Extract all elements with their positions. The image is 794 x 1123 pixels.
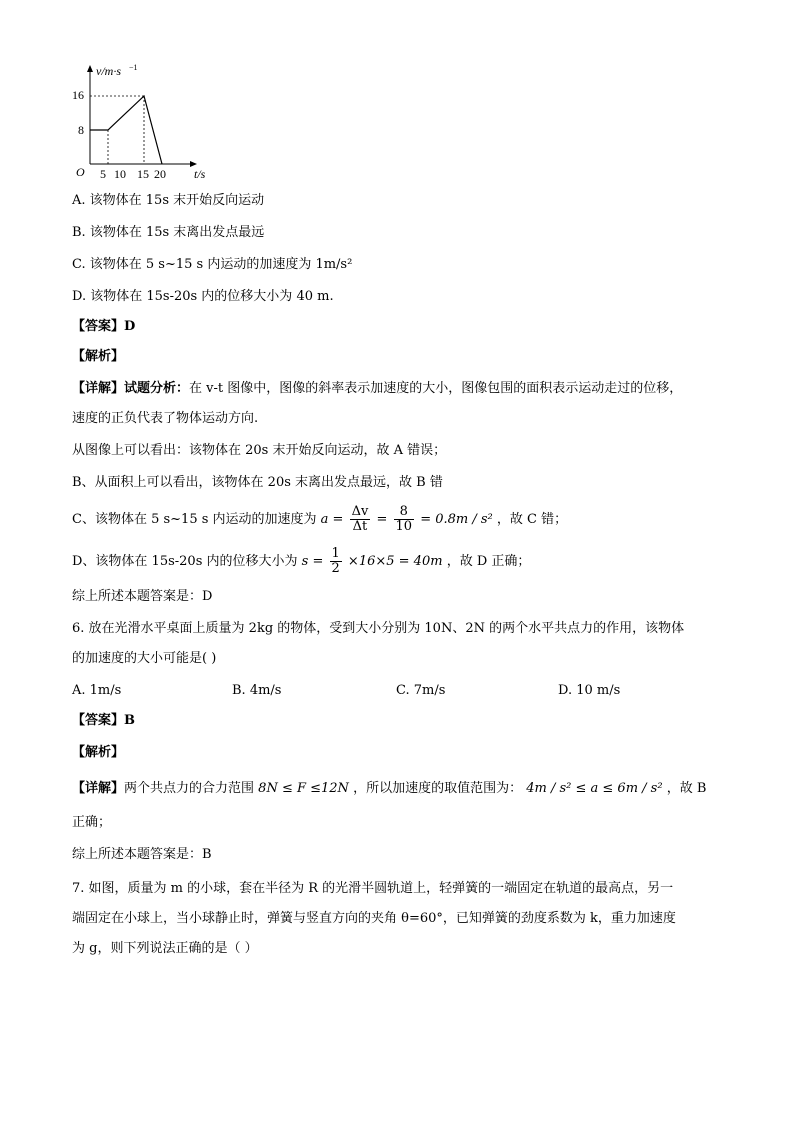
- q5-option-b: B. 该物体在 15s 末离出发点最远: [72, 225, 265, 240]
- x-axis-label: t/s: [194, 167, 206, 180]
- q5-line-d: [72, 544, 530, 580]
- origin-label: O: [76, 165, 85, 179]
- y-axis-label-exp: −1: [129, 63, 138, 72]
- fraction-den: 2: [331, 561, 340, 576]
- fraction-den: Δt: [352, 519, 368, 534]
- fraction-1-2: [330, 547, 342, 576]
- q6-stem-line1: 6. 放在光滑水平桌面上质量为 2kg 的物体，受到大小分别为 10N、2N 的两个水平共点力的作用，该物体: [72, 621, 685, 636]
- q5-line-c: [72, 502, 567, 538]
- q5-line-c-eq1: a =: [320, 512, 344, 527]
- q6-detail-tag: 【详解】: [72, 781, 125, 796]
- q5-summary: 综上所述本题答案是：D: [72, 589, 213, 604]
- q7-stem-line3: 为 g，则下列说法正确的是（ ）: [72, 941, 258, 956]
- q5-line-c-post: ，故 C 错；: [496, 512, 568, 527]
- q6-detail-line2: 正确；: [72, 815, 112, 830]
- q5-answer: 【答案】D: [72, 319, 136, 334]
- y-tick-16: 16: [72, 88, 84, 102]
- q6-detail-range: 8N ≤ F ≤12N: [258, 781, 349, 796]
- q5-line-c-result: = 0.8m / s²: [420, 512, 493, 527]
- q5-analysis-tag: 【解析】: [72, 349, 125, 364]
- q6-option-d: D. 10 m/s: [558, 683, 621, 698]
- q5-detail-line2: 速度的正负代表了物体运动方向.: [72, 411, 259, 426]
- fraction-den: 10: [395, 519, 413, 534]
- q5-line-b: B、从面积上可以看出，该物体在 20s 末离出发点最远，故 B 错: [72, 475, 443, 490]
- q6-detail-mid: ，所以加速度的取值范围为：: [353, 781, 523, 796]
- q6-stem-line2: 的加速度的大小可能是( ): [72, 651, 217, 666]
- q5-detail-text1: 在 v-t 图像中，图像的斜率表示加速度的大小，图像包围的面积表示运动走过的位移，: [189, 381, 683, 396]
- q5-line-d-post: ，故 D 正确；: [446, 554, 531, 569]
- x-tick-20: 20: [154, 167, 166, 180]
- vt-graph: [66, 58, 216, 180]
- q5-line-d-eq: s =: [301, 554, 324, 569]
- q5-line-d-result: ×16×5 = 40m: [347, 554, 443, 569]
- q6-detail-acc: 4m / s² ≤ a ≤ 6m / s²: [526, 781, 663, 796]
- y-axis-label: v/m·s: [96, 64, 121, 78]
- fraction-num: Δv: [351, 504, 369, 519]
- q6-option-c: C. 7m/s: [396, 683, 446, 698]
- q5-line-c-eq2: =: [376, 512, 388, 527]
- q6-option-b: B. 4m/s: [232, 683, 282, 698]
- q5-line-d-pre: D、该物体在 15s-20s 内的位移大小为: [72, 554, 298, 569]
- q6-answer: 【答案】B: [72, 713, 135, 728]
- q6-detail-post: ，故 B: [666, 781, 707, 796]
- fraction-8-10: [394, 505, 415, 534]
- q5-detail-tag: 【详解】: [72, 381, 125, 396]
- q6-detail-line1: [72, 780, 706, 798]
- fraction-dv-dt: [350, 505, 371, 534]
- q7-stem-line2: 端固定在小球上，当小球静止时，弹簧与竖直方向的夹角 θ=60°，已知弹簧的劲度系数为 k，重力加速度: [72, 911, 676, 926]
- plot-layer: [90, 96, 162, 164]
- q5-detail-line1: [72, 380, 682, 398]
- fraction-num: 8: [394, 505, 415, 520]
- y-tick-8: 8: [78, 123, 84, 137]
- q5-line-a: 从图像上可以看出：该物体在 20s 末开始反向运动，故 A 错误；: [72, 443, 447, 458]
- x-tick-15: 15: [137, 167, 149, 180]
- q6-detail-pre: 两个共点力的合力范围: [124, 781, 255, 796]
- q6-analysis-tag: 【解析】: [72, 745, 125, 760]
- q5-line-c-pre: C、该物体在 5 s~15 s 内运动的加速度为: [72, 512, 317, 527]
- q5-detail-head: 试题分析：: [124, 381, 190, 396]
- velocity-line: [90, 96, 162, 164]
- q5-option-d: D. 该物体在 15s-20s 内的位移大小为 40 m.: [72, 289, 334, 304]
- fraction-num: 1: [331, 546, 340, 561]
- x-tick-5: 5: [100, 167, 106, 180]
- q6-option-a: A. 1m/s: [72, 683, 122, 698]
- q7-stem-line1: 7. 如图，质量为 m 的小球，套在半径为 R 的光滑半圆轨道上，轻弹簧的一端固定在轨道的最高点，另一: [72, 881, 674, 896]
- q5-option-c: C. 该物体在 5 s~15 s 内运动的加速度为 1m/s²: [72, 257, 353, 272]
- q6-summary: 综上所述本题答案是：B: [72, 847, 212, 862]
- x-tick-10: 10: [114, 167, 126, 180]
- q5-option-a: A. 该物体在 15s 末开始反向运动: [72, 193, 265, 208]
